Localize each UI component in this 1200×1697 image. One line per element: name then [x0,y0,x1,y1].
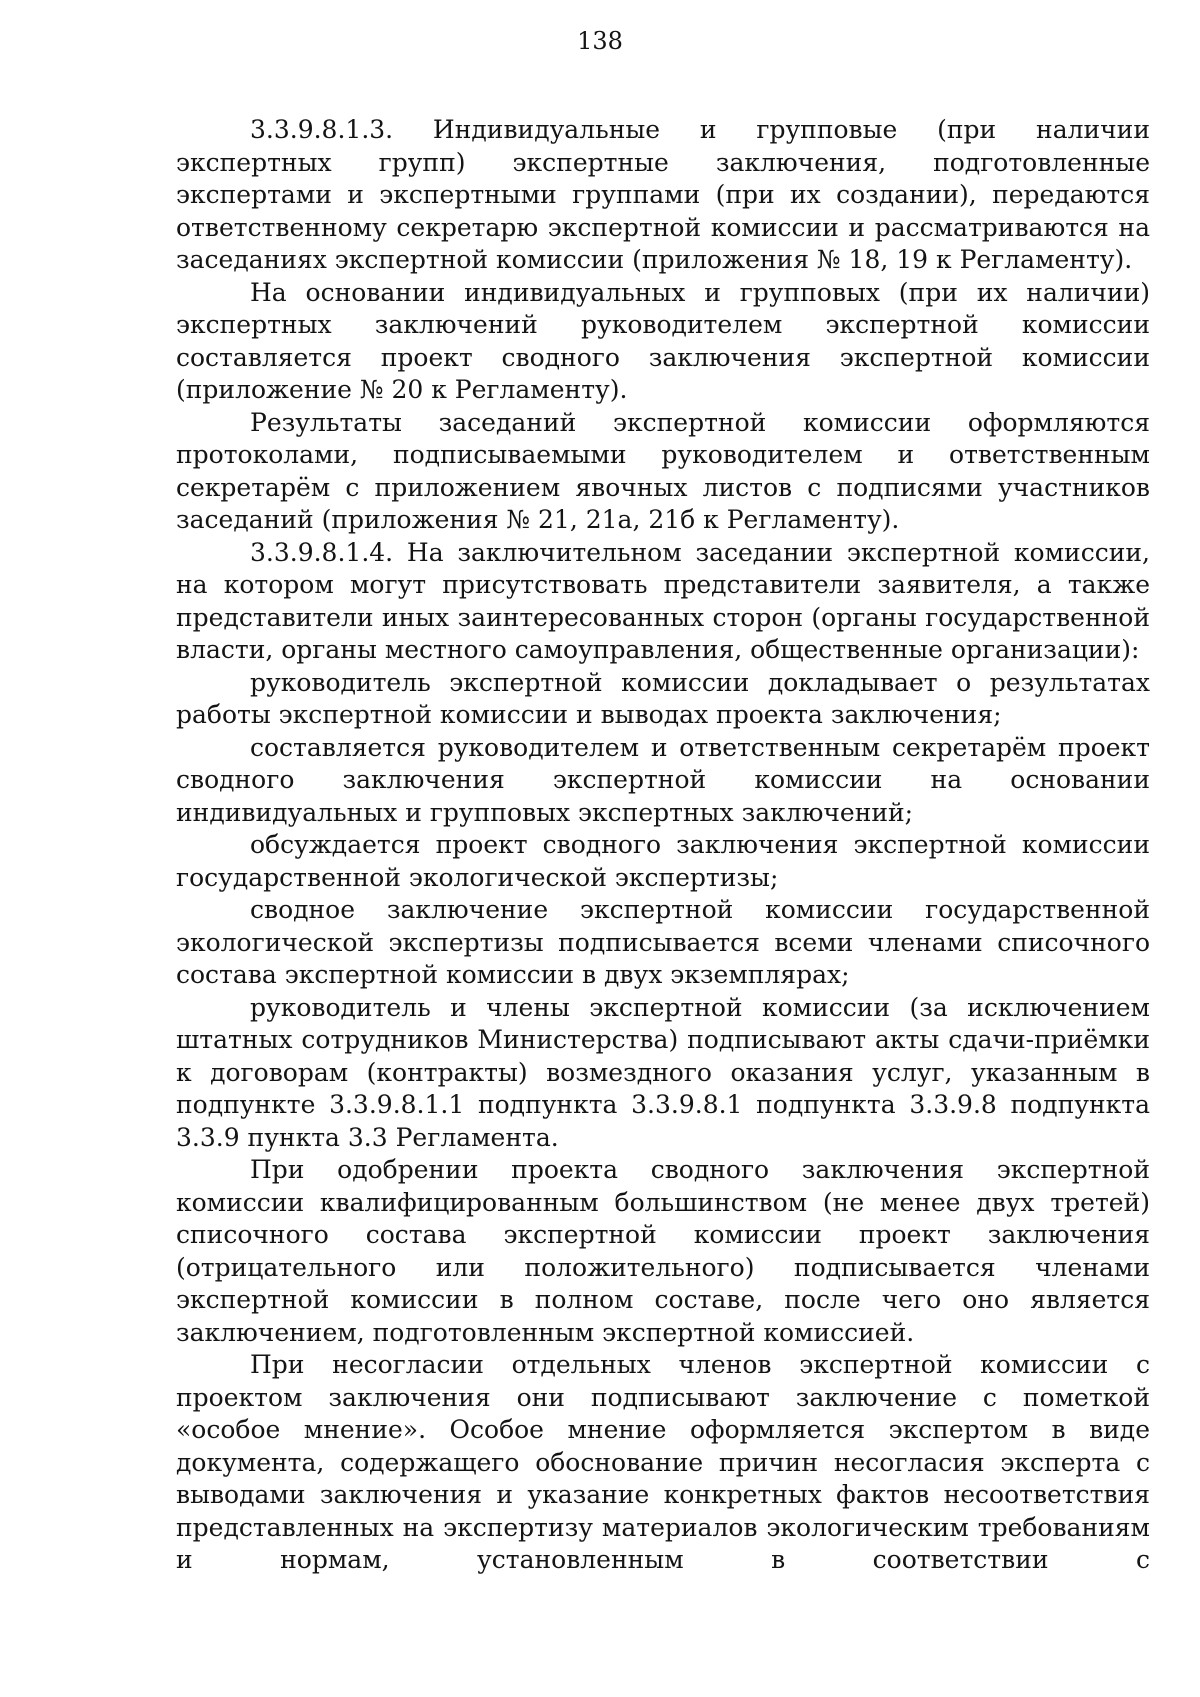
page-number: 138 [577,27,623,55]
paragraph-meeting-protocols: Результаты заседаний экспертной комиссии оформляются протоколами, подписываемыми руководителем и ответственным секретарём с приложением явочных листов с подписями участников заседаний (приложения № 21, 21а, 21б к Регламенту). [176,407,1150,534]
paragraph-3-3-9-8-1-4: 3.3.9.8.1.4. На заключительном заседании экспертной комиссии, на котором могут присутствовать представители заявителя, а также представители иных заинтересованных сторон (органы государственной власти, органы местного самоуправления, общественные организации): [176,537,1150,664]
list-item-report: руководитель экспертной комиссии докладывает о результатах работы экспертной комиссии и выводах проекта заключения; [176,667,1150,729]
list-item-sign-conclusion: сводное заключение экспертной комиссии государственной экологической экспертизы подписывается всеми членами списочного состава экспертной комиссии в двух экземплярах; [176,895,1150,989]
document-body [176,114,1150,1577]
paragraph-3-3-9-8-1-3: 3.3.9.8.1.3. Индивидуальные и групповые (при наличии экспертных групп) экспертные заключения, подготовленные экспертами и экспертными группами (при их создании), передаются ответственному секретарю экспертной комиссии и рассматриваются на заседаниях экспертной комиссии (приложения № 18, 19 к Регламенту). [176,115,1150,274]
list-item-discuss-draft: обсуждается проект сводного заключения экспертной комиссии государственной экологической экспертизы; [176,830,1150,892]
paragraph-special-opinion: При несогласии отдельных членов экспертной комиссии с проектом заключения они подписывают заключение с пометкой «особое мнение». Особое мнение оформляется экспертом в виде документа, содержащего обоснование причин несогласия эксперта с выводами заключения и указание конкретных фактов несоответствия представленных на экспертизу материалов экологическим требованиям и нормам, установленным в соответствии с [176,1350,1150,1574]
paragraph-approval: При одобрении проекта сводного заключения экспертной комиссии квалифицированным большинством (не менее двух третей) списочного состава экспертной комиссии проект заключения (отрицательного или положительного) подписывается членами экспертной комиссии в полном составе, после чего оно является заключением, подготовленным экспертной комиссией. [176,1155,1150,1347]
paragraph-draft-summary: На основании индивидуальных и групповых (при их наличии) экспертных заключений руководителем экспертной комиссии составляется проект сводного заключения экспертной комиссии (приложение № 20 к Регламенту). [176,277,1150,404]
list-item-compose-draft: составляется руководителем и ответственным секретарём проект сводного заключения экспертной комиссии на основании индивидуальных и групповых экспертных заключений; [176,732,1150,827]
list-item-sign-acts: руководитель и члены экспертной комиссии (за исключением штатных сотрудников Министерства) подписывают акты сдачи-приёмки к договорам (контракты) возмездного оказания услуг, указанным в подпункте 3.3.9.8.1.1 подпункта 3.3.9.8.1 подпункта 3.3.9.8 подпункта 3.3.9 пункта 3.3 Регламента. [176,992,1150,1152]
